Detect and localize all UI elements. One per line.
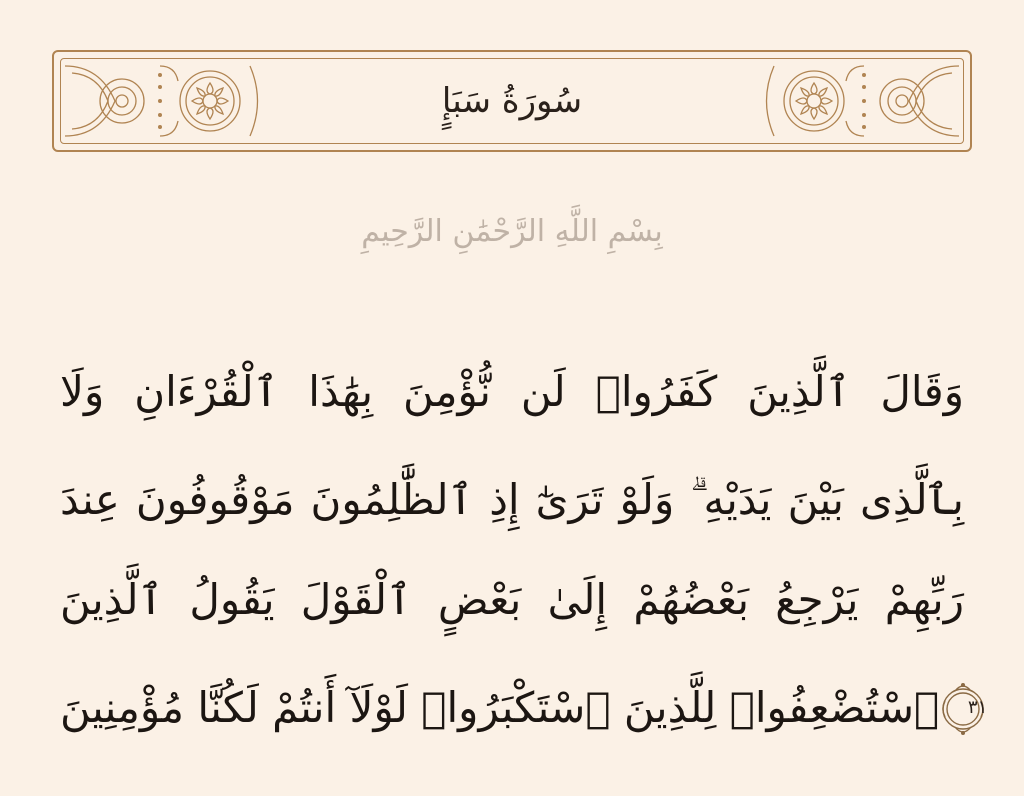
basmala: بِسْمِ اللَّهِ الرَّحْمَٰنِ الرَّحِيمِ [361, 214, 663, 249]
ayah-end-medallion-icon [939, 679, 987, 737]
ayah-number: ٣١ [967, 697, 988, 718]
verse-line-1: وَقَالَ ٱلَّذِينَ كَفَرُوا۟ لَن نُّؤْمِنَ بِهَٰذَا ٱلْقُرْءَانِ وَلَا [60, 367, 964, 416]
surah-title: سُورَةُ سَبَإٍ [441, 81, 583, 121]
verse-line-4-text: ٱسْتُضْعِفُوا۟ لِلَّذِينَ ٱسْتَكْبَرُوا۟ لَوْلَآ أَنتُمْ لَكُنَّا مُؤْمِنِينَ [60, 683, 940, 732]
verse-line-2: بِٱلَّذِى بَيْنَ يَدَيْهِ ۗ وَلَوْ تَرَىٰٓ إِذِ ٱلظَّٰلِمُونَ مَوْقُوفُونَ عِندَ [60, 475, 964, 524]
arabesque-rosette-icon [60, 61, 270, 141]
verse-line-4 [60, 668, 988, 748]
verse-line-3: رَبِّهِمْ يَرْجِعُ بَعْضُهُمْ إِلَىٰ بَعْضٍ ٱلْقَوْلَ يَقُولُ ٱلَّذِينَ [60, 575, 964, 624]
arabesque-rosette-icon [754, 61, 964, 141]
surah-header-banner [52, 50, 972, 152]
surah-title-plate [264, 61, 760, 141]
